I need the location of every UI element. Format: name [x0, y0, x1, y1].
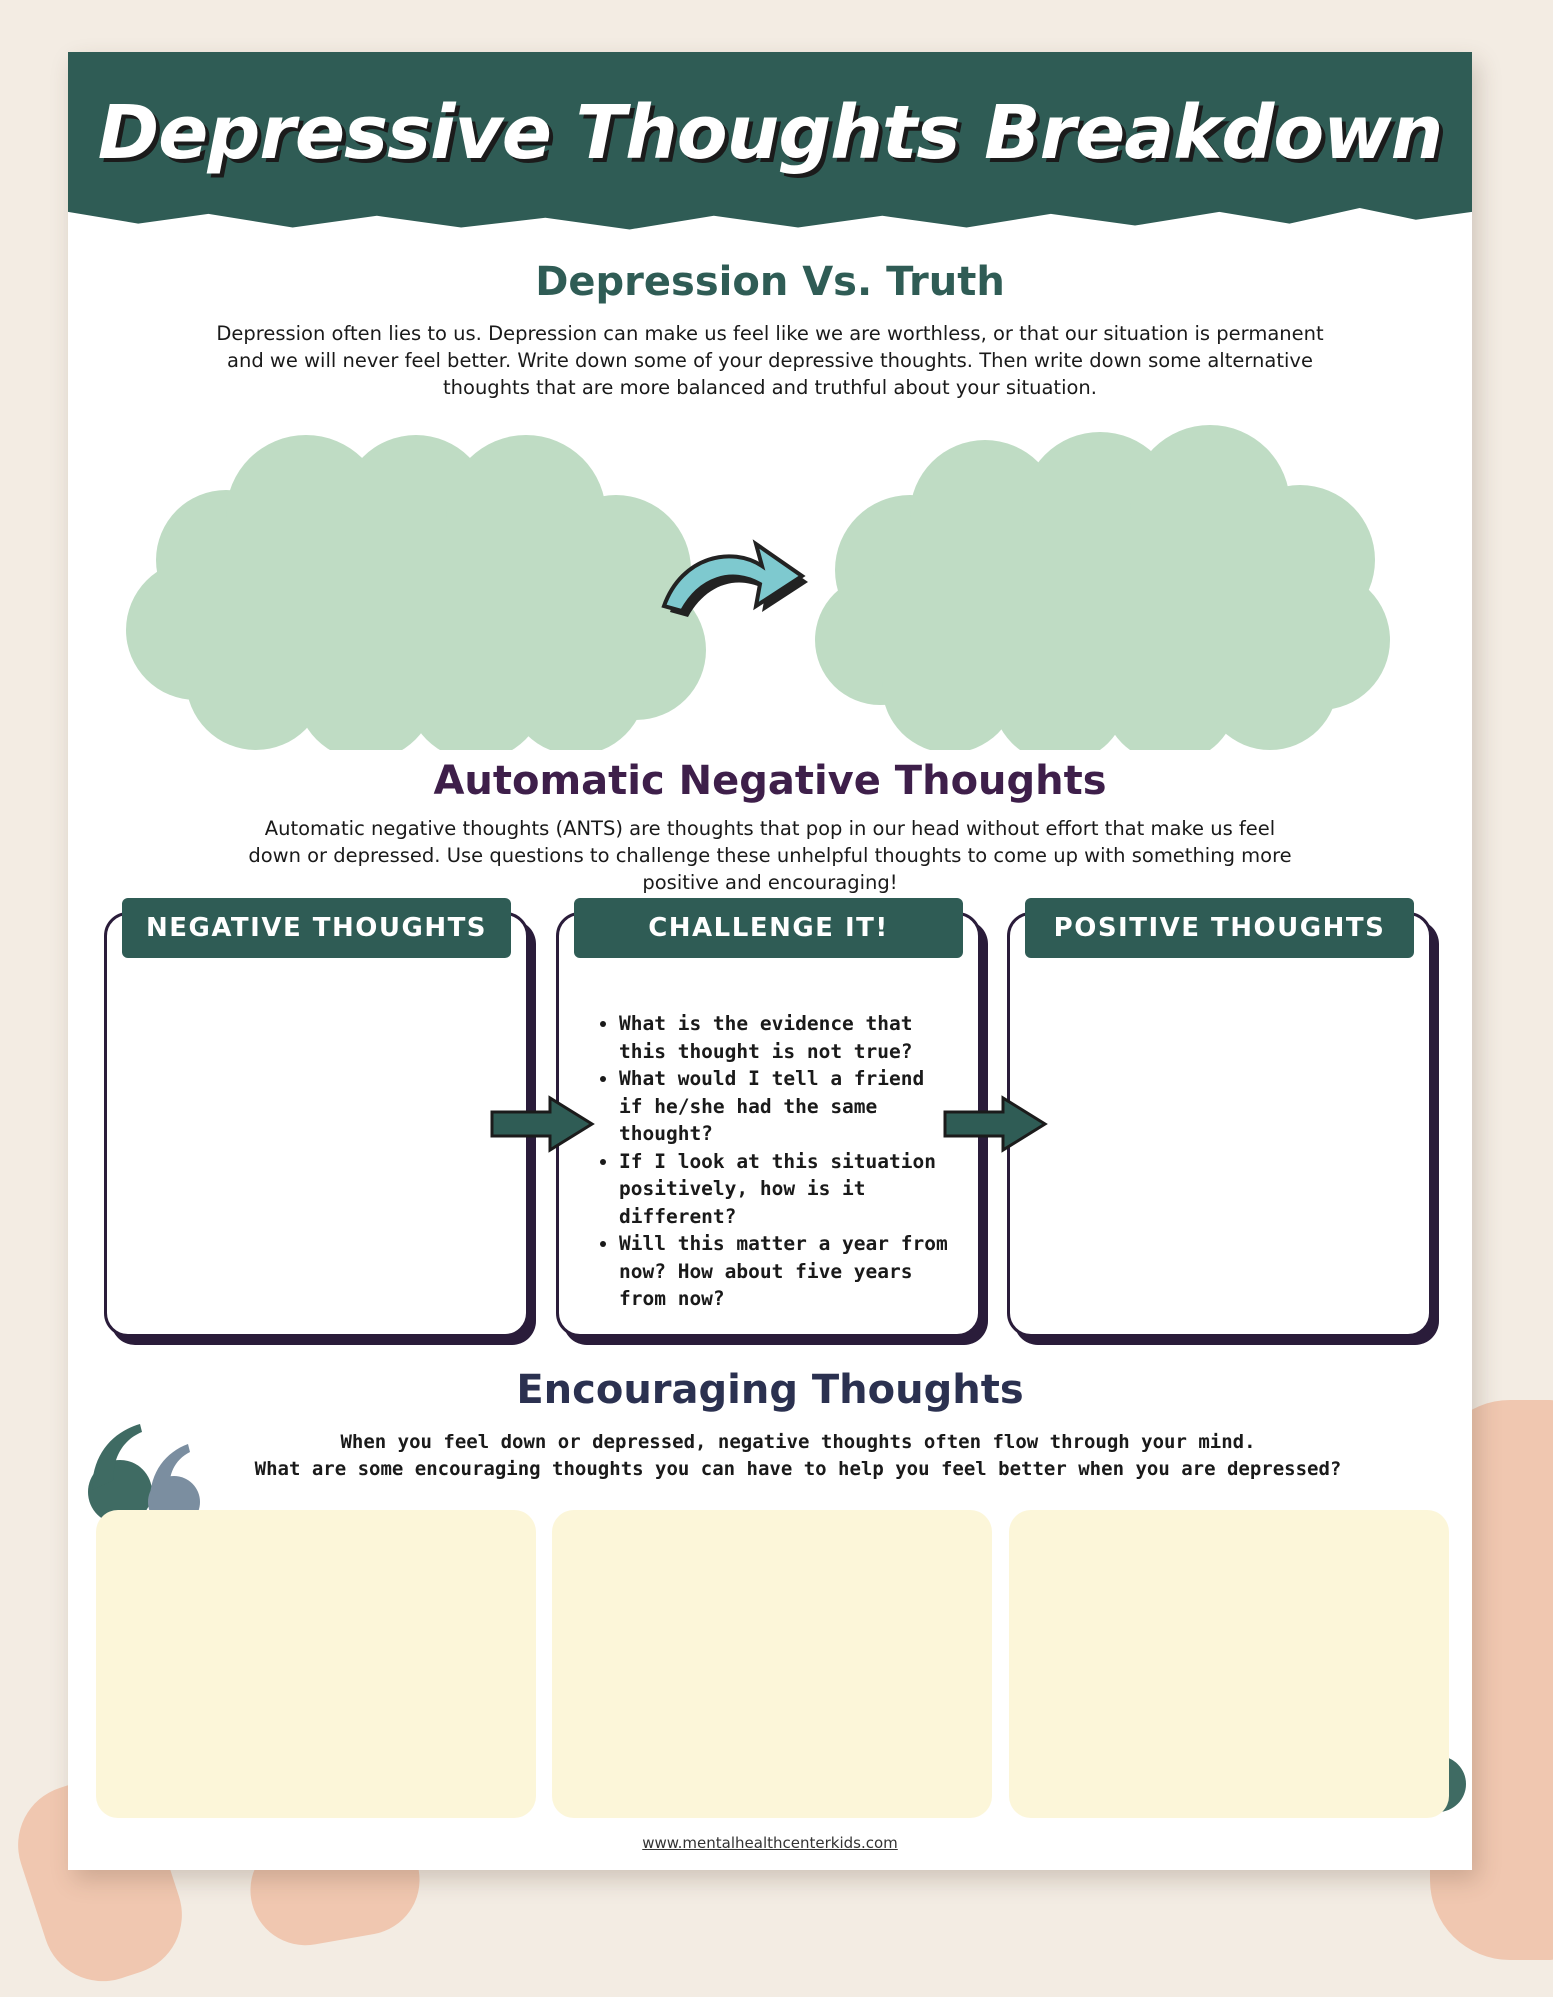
body-line: and we will never feel better. Write down some of your depressive thoughts. Then write down some alternative: [227, 349, 1313, 372]
body-line: thoughts that are more balanced and truthful about your situation.: [443, 376, 1097, 399]
right-arrow-icon: [941, 1094, 1051, 1154]
challenge-question: • What is the evidence that this thought is not true?: [619, 1010, 948, 1065]
encouraging-thought-box-2[interactable]: [552, 1510, 992, 1818]
section-body-encouraging-thoughts: [168, 1429, 1428, 1483]
body-line: down or depressed. Use questions to challenge these unhelpful thoughts to come up with something more: [248, 844, 1292, 867]
challenge-question: • Will this matter a year from now? How about five years from now?: [619, 1230, 948, 1313]
encouraging-thought-box-1[interactable]: [96, 1510, 536, 1818]
positive-thoughts-box[interactable]: [1007, 912, 1432, 1337]
body-line: positive and encouraging!: [642, 871, 898, 894]
curved-arrow-icon: [658, 522, 818, 632]
section-body-depression-vs-truth: [108, 320, 1432, 401]
body-line: When you feel down or depressed, negative thoughts often flow through your mind.: [340, 1431, 1256, 1453]
encouraging-thought-box-3[interactable]: [1009, 1510, 1449, 1818]
challenge-question: • What would I tell a friend if he/she had the same thought?: [619, 1065, 948, 1148]
section-title-encouraging-thoughts: Encouraging Thoughts: [516, 1367, 1024, 1413]
page-title: Depressive Thoughts Breakdown: [97, 90, 1443, 176]
footer-url[interactable]: www.mentalhealthcenterkids.com: [642, 1834, 898, 1852]
challenge-question: • If I look at this situation positively, how is it different?: [619, 1148, 948, 1231]
body-line: What are some encouraging thoughts you can have to help you feel better when you are depressed?: [254, 1458, 1342, 1480]
body-line: Depression often lies to us. Depression can make us feel like we are worthless, or that our situation is permanent: [216, 322, 1324, 345]
depressive-thought-cloud[interactable]: [116, 420, 726, 750]
section-title-automatic-negative-thoughts: Automatic Negative Thoughts: [433, 758, 1107, 804]
negative-thoughts-label: NEGATIVE THOUGHTS: [122, 898, 511, 958]
alternative-thought-cloud[interactable]: [810, 420, 1400, 750]
right-arrow-icon: [488, 1094, 598, 1154]
section-title-depression-vs-truth: Depression Vs. Truth: [535, 259, 1005, 305]
positive-thoughts-label: POSITIVE THOUGHTS: [1025, 898, 1414, 958]
challenge-it-label: CHALLENGE IT!: [574, 898, 963, 958]
challenge-it-box: [556, 912, 981, 1337]
body-line: Automatic negative thoughts (ANTS) are thoughts that pop in our head without effort that make us feel: [264, 817, 1276, 840]
section-body-automatic-negative-thoughts: [128, 815, 1412, 896]
negative-thoughts-box[interactable]: [104, 912, 529, 1337]
challenge-questions-list: [597, 1010, 948, 1313]
worksheet-page: [68, 52, 1472, 1870]
